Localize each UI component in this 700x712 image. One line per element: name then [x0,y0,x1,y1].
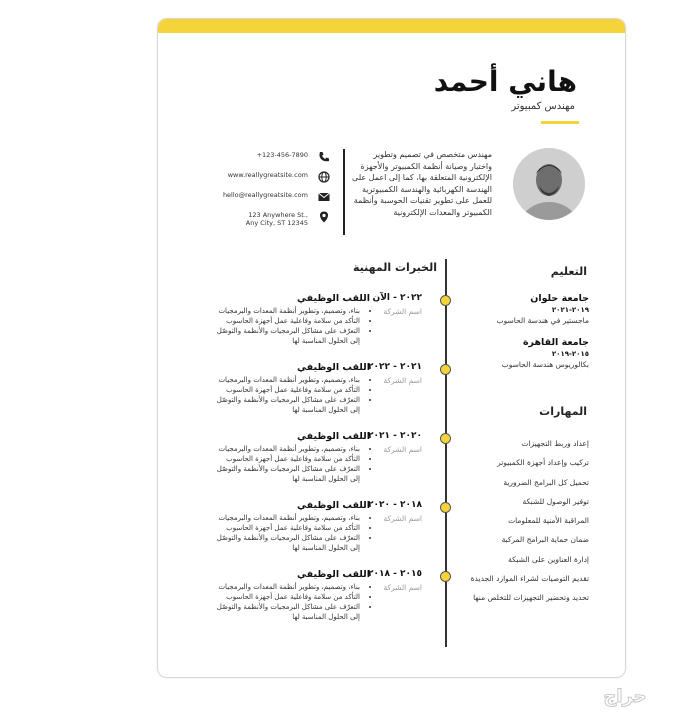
duty-item: • التعرّف على مشاكل البرمجيات والأنظمة والتوصّل [190,602,360,612]
skill-item: تركيب وإعداد أجهزة الكمبيوتر [497,458,589,468]
school-name: جامعة حلوان [530,293,589,304]
duty-continuation: إلى الحلول المناسبة لها [292,544,360,552]
contact-website [218,171,330,189]
resume-page [157,18,626,678]
degree-text: ماجستير في هندسة الحاسوب [496,316,589,325]
education-heading: التعليم [550,265,587,278]
education-item [449,293,589,326]
company-name: اسم الشركة [383,376,422,385]
skills-heading: المهارات [539,405,587,418]
job-dates: ٢٠٢١ - ٢٠٢٢ [368,362,422,372]
duty-item: • التعرّف على مشاكل البرمجيات والأنظمة والتوصّل [190,395,360,405]
company-name: اسم الشركة [383,445,422,454]
job-duties [190,375,370,415]
skill-item: تحديد وتحضير التجهيزات للتخلص منها [473,593,589,603]
address-line2: Any City, ST 12345 [245,219,308,227]
duty-continuation: إلى الحلول المناسبة لها [292,406,360,414]
duty-item: • بناء، وتصميم، وتطوير أنظمة المعدات والبرمجيات [190,444,360,454]
skill-item: ضمان حماية البرامج المركبة [501,535,589,545]
duty-item: • التأكد من سلامة وفاعلية عمل أجهزة الحاسوب [190,592,360,602]
job-title: اللقب الوظيفي [297,431,370,442]
job-dates: ٢٠٢٢ - الآن [372,293,422,303]
skill-item: المراقبة الأمنية للمعلومات [508,516,589,526]
duty-item: • بناء، وتصميم، وتطوير أنظمة المعدات والبرمجيات [190,375,360,385]
about-text: مهندس متخصص في تصميم وتطوير واختبار وصيانة أنظمة الكمبيوتر والأجهزة الإلكترونية المتعلقة بها، كما إلى اعمل على الهندسة الكهربائية والهندسة الكمبيوترية للعمل على تطوير تقنيات الحوسبة وأنظمة الكمبيوتر والمعدات الإلكترونية [352,150,492,217]
globe-icon [318,171,330,183]
duty-continuation: إلى الحلول المناسبة لها [292,337,360,345]
job-duties [190,513,370,553]
phone-icon [318,151,330,163]
company-name: اسم الشركة [383,307,422,316]
watermark-logo [560,685,690,707]
experience-item [198,431,430,503]
job-title: اللقب الوظيفي [297,293,370,304]
header-divider [343,149,345,235]
experience-item [198,362,430,434]
job-title: اللقب الوظيفي [297,362,370,373]
location-pin-icon [318,211,330,223]
skill-item: تحميل كل البرامج الضرورية [503,477,589,487]
contact-phone [218,151,330,169]
job-dates: ٢٠١٨ - ٢٠٢٠ [368,500,422,510]
experience-heading: الخبرات المهنية [352,261,437,274]
skill-item: توفير الوصول للشبكة [522,496,589,506]
duty-item: • بناء، وتصميم، وتطوير أنظمة المعدات والبرمجيات [190,582,360,592]
title-underline [541,121,579,124]
experience-item [198,293,430,365]
website-text: www.reallygreatsite.com [227,171,308,179]
duty-item: • التعرّف على مشاكل البرمجيات والأنظمة والتوصّل [190,533,360,543]
job-duties [190,306,370,346]
company-name: اسم الشركة [383,514,422,523]
duty-item: • التأكد من سلامة وفاعلية عمل أجهزة الحاسوب [190,454,360,464]
contact-list [218,151,330,237]
job-dates: ٢٠٢٠ - ٢٠٢١ [368,431,422,441]
duty-continuation: إلى الحلول المناسبة لها [292,613,360,621]
duty-item: • التأكد من سلامة وفاعلية عمل أجهزة الحاسوب [190,385,360,395]
timeline-line [445,259,447,647]
duty-item: • بناء، وتصميم، وتطوير أنظمة المعدات والبرمجيات [190,513,360,523]
skill-item: إعداد وربط التجهيزات [521,439,589,448]
top-accent-bar [158,19,625,33]
watermark-text: حراج [603,686,647,707]
duty-item: • التعرّف على مشاكل البرمجيات والأنظمة والتوصّل [190,326,360,336]
education-dates: ٢٠١٥-٢٠١٩ [551,350,589,358]
skill-item: تقديم التوصيات لشراء الموارد الجديدة [470,574,589,584]
contact-address [218,211,330,235]
mail-icon [318,191,330,203]
company-name: اسم الشركة [383,583,422,592]
education-dates: ٢٠١٩-٢٠٢١ [551,306,589,314]
job-duties [190,582,370,622]
person-name: هاني أحمد [433,65,577,98]
phone-text: +123-456-7890 [256,151,308,159]
profile-photo [513,148,585,220]
skills-list [449,439,589,613]
duty-item: • التعرّف على مشاكل البرمجيات والأنظمة والتوصّل [190,464,360,474]
skill-item: إدارة العناوين على الشبكة [508,554,589,564]
duty-item: • التأكد من سلامة وفاعلية عمل أجهزة الحاسوب [190,523,360,533]
experience-item [198,569,430,641]
address-text [246,211,308,227]
education-item [449,337,589,370]
job-title: اللقب الوظيفي [297,500,370,511]
job-duties [190,444,370,484]
person-title: مهندس كمبيوتر [511,101,575,112]
duty-item: • التأكد من سلامة وفاعلية عمل أجهزة الحاسوب [190,316,360,326]
job-dates: ٢٠١٥ - ٢٠١٨ [368,569,422,579]
degree-text: بكالوريوس هندسة الحاسوب [501,360,589,369]
school-name: جامعة القاهرة [522,337,589,348]
contact-email [218,191,330,209]
duty-item: • بناء، وتصميم، وتطوير أنظمة المعدات والبرمجيات [190,306,360,316]
experience-item [198,500,430,572]
job-title: اللقب الوظيفي [297,569,370,580]
duty-continuation: إلى الحلول المناسبة لها [292,475,360,483]
address-line1: 123 Anywhere St., [248,211,308,219]
email-text: hello@reallygreatsite.com [222,191,308,199]
